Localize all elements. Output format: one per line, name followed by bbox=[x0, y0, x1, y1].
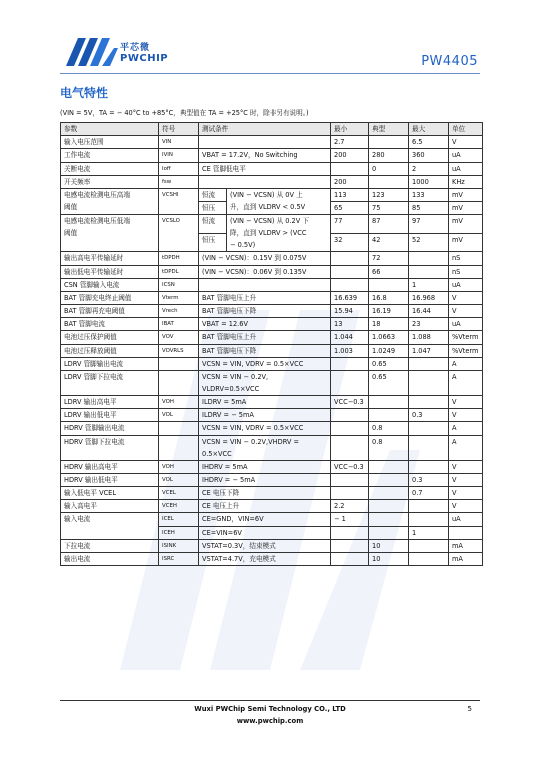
typ-cell: 42 bbox=[369, 233, 409, 252]
col-header-unit: 单位 bbox=[449, 123, 483, 136]
condition-cell: CE=VIN=6V bbox=[199, 526, 331, 539]
min-cell: 65 bbox=[331, 202, 369, 215]
max-cell: 360 bbox=[409, 149, 449, 162]
unit-cell: uA bbox=[449, 162, 483, 175]
unit-cell: V bbox=[449, 305, 483, 318]
min-cell bbox=[331, 552, 369, 565]
symbol-cell: VCSHI bbox=[159, 188, 199, 214]
table-row bbox=[61, 500, 483, 513]
max-cell: 16.968 bbox=[409, 291, 449, 304]
condition-cell: VSTAT=4.7V，充电模式 bbox=[199, 552, 331, 565]
symbol-cell: Vterm bbox=[159, 291, 199, 304]
param-cell: LDRV 管脚下拉电流 bbox=[61, 371, 159, 396]
table-row bbox=[61, 215, 483, 234]
max-cell: 6.5 bbox=[409, 136, 449, 149]
col-header-typ: 典型 bbox=[369, 123, 409, 136]
symbol-cell: fsw bbox=[159, 175, 199, 188]
param-cell: BAT 管脚再充电阈值 bbox=[61, 305, 159, 318]
max-cell: 97 bbox=[409, 215, 449, 234]
min-cell bbox=[331, 435, 369, 460]
max-cell: 2 bbox=[409, 162, 449, 175]
unit-cell: %Vterm bbox=[449, 331, 483, 344]
unit-cell: uA bbox=[449, 513, 483, 526]
max-cell: 1.047 bbox=[409, 344, 449, 357]
symbol-cell: IBAT bbox=[159, 318, 199, 331]
condition-cell: BAT 管脚电压下降 bbox=[199, 344, 331, 357]
electrical-characteristics-table bbox=[60, 122, 483, 566]
param-cell: HDRV 管脚下拉电流 bbox=[61, 435, 159, 460]
param-cell: CSN 管脚输入电流 bbox=[61, 278, 159, 291]
max-cell bbox=[409, 252, 449, 265]
condition-cell-line: 降，直到 VLDRV > (VCC bbox=[230, 229, 307, 238]
condition-cell bbox=[199, 435, 331, 460]
col-header-max: 最大 bbox=[409, 123, 449, 136]
footer-divider bbox=[60, 700, 480, 701]
max-cell: 23 bbox=[409, 318, 449, 331]
unit-cell: uA bbox=[449, 318, 483, 331]
typ-cell bbox=[369, 175, 409, 188]
min-cell: 2.7 bbox=[331, 136, 369, 149]
condition-cell: ILDRV = 5mA bbox=[199, 396, 331, 409]
param-cell: 下拉电流 bbox=[61, 539, 159, 552]
typ-cell: 1.0249 bbox=[369, 344, 409, 357]
condition-cell bbox=[199, 136, 331, 149]
condition-cell: CE 管脚低电平 bbox=[199, 162, 331, 175]
min-cell bbox=[331, 473, 369, 486]
mode-cell: 恒流 bbox=[199, 215, 227, 234]
condition-cell bbox=[227, 188, 331, 214]
condition-cell bbox=[199, 371, 331, 396]
param-cell bbox=[61, 188, 159, 214]
col-header-symbol: 符号 bbox=[159, 123, 199, 136]
unit-cell: mV bbox=[449, 215, 483, 234]
unit-cell bbox=[449, 526, 483, 539]
symbol-cell: IVIN bbox=[159, 149, 199, 162]
condition-cell: VBAT = 17.2V，No Switching bbox=[199, 149, 331, 162]
param-cell: LDRV 管脚输出电流 bbox=[61, 357, 159, 370]
unit-cell: A bbox=[449, 435, 483, 460]
typ-cell: 123 bbox=[369, 188, 409, 201]
symbol-cell: ICEH bbox=[159, 526, 199, 539]
unit-cell: uA bbox=[449, 278, 483, 291]
param-cell: 电池过压保护阈值 bbox=[61, 331, 159, 344]
condition-cell: CE=GND，VIN=6V bbox=[199, 513, 331, 526]
min-cell: VCC−0.3 bbox=[331, 396, 369, 409]
symbol-cell: tDPDL bbox=[159, 265, 199, 278]
footer-company: Wuxi PWChip Semi Technology CO., LTD bbox=[194, 705, 346, 713]
param-cell: 工作电流 bbox=[61, 149, 159, 162]
param-cell bbox=[61, 215, 159, 252]
max-cell bbox=[409, 539, 449, 552]
param-cell: 输出低电平传输延时 bbox=[61, 265, 159, 278]
param-cell: 输入高电平 bbox=[61, 500, 159, 513]
param-cell: LDRV 输出低电平 bbox=[61, 409, 159, 422]
max-cell bbox=[409, 357, 449, 370]
min-cell: 77 bbox=[331, 215, 369, 234]
condition-cell: IHDRV = 5mA bbox=[199, 460, 331, 473]
min-cell: 16.639 bbox=[331, 291, 369, 304]
table-row bbox=[61, 136, 483, 149]
min-cell bbox=[331, 357, 369, 370]
condition-cell: ILDRV = − 5mA bbox=[199, 409, 331, 422]
table-row bbox=[61, 435, 483, 460]
typ-cell: 87 bbox=[369, 215, 409, 234]
symbol-cell: VIN bbox=[159, 136, 199, 149]
param-cell-line: 电感电流检测电压低端 bbox=[64, 217, 130, 226]
typ-cell: 0.8 bbox=[369, 435, 409, 460]
symbol-cell: VCSLO bbox=[159, 215, 199, 252]
max-cell bbox=[409, 435, 449, 460]
table-row bbox=[61, 371, 483, 396]
unit-cell: V bbox=[449, 460, 483, 473]
condition-cell-line: − 0.5V) bbox=[230, 241, 256, 250]
param-cell: 输入低电平 VCEL bbox=[61, 486, 159, 499]
table-row bbox=[61, 162, 483, 175]
typ-cell bbox=[369, 526, 409, 539]
min-cell: VCC−0.3 bbox=[331, 460, 369, 473]
part-number: PW4405 bbox=[421, 54, 478, 69]
typ-cell bbox=[369, 460, 409, 473]
max-cell: 1.088 bbox=[409, 331, 449, 344]
symbol-cell: ISINK bbox=[159, 539, 199, 552]
table-row bbox=[61, 252, 483, 265]
min-cell: 2.2 bbox=[331, 500, 369, 513]
typ-cell: 72 bbox=[369, 252, 409, 265]
typ-cell: 10 bbox=[369, 539, 409, 552]
typ-cell bbox=[369, 473, 409, 486]
min-cell: − 1 bbox=[331, 513, 369, 526]
symbol-cell: ICEL bbox=[159, 513, 199, 526]
min-cell bbox=[331, 252, 369, 265]
symbol-cell: VOL bbox=[159, 409, 199, 422]
param-cell: 输入电压范围 bbox=[61, 136, 159, 149]
max-cell bbox=[409, 460, 449, 473]
page-number: 5 bbox=[467, 705, 472, 713]
condition-cell-line: 升，直到 VLDRV < 0.5V bbox=[230, 202, 306, 211]
min-cell bbox=[331, 278, 369, 291]
min-cell: 200 bbox=[331, 149, 369, 162]
unit-cell: V bbox=[449, 291, 483, 304]
condition-cell: VCSN = VIN, VDRV = 0.5×VCC bbox=[199, 357, 331, 370]
typ-cell: 0.65 bbox=[369, 357, 409, 370]
min-cell: 13 bbox=[331, 318, 369, 331]
min-cell: 1.003 bbox=[331, 344, 369, 357]
min-cell bbox=[331, 162, 369, 175]
max-cell bbox=[409, 422, 449, 435]
typ-cell: 1.0663 bbox=[369, 331, 409, 344]
condition-cell: VCSN = VIN, VDRV = 0.5×VCC bbox=[199, 422, 331, 435]
param-cell-line: 电感电流检测电压高端 bbox=[64, 190, 130, 199]
table-row bbox=[61, 513, 483, 526]
table-row bbox=[61, 318, 483, 331]
table-row bbox=[61, 344, 483, 357]
param-cell: BAT 管脚电流 bbox=[61, 318, 159, 331]
typ-cell: 16.8 bbox=[369, 291, 409, 304]
typ-cell bbox=[369, 513, 409, 526]
symbol-cell: ISRC bbox=[159, 552, 199, 565]
param-cell: LDRV 输出高电平 bbox=[61, 396, 159, 409]
max-cell: 16.44 bbox=[409, 305, 449, 318]
typ-cell bbox=[369, 409, 409, 422]
col-header-min: 最小 bbox=[331, 123, 369, 136]
max-cell: 52 bbox=[409, 233, 449, 252]
symbol-cell: VOH bbox=[159, 460, 199, 473]
param-cell: 输入电流 bbox=[61, 513, 159, 539]
symbol-cell: tDPDH bbox=[159, 252, 199, 265]
max-cell bbox=[409, 513, 449, 526]
condition-cell: BAT 管脚电压上升 bbox=[199, 291, 331, 304]
max-cell bbox=[409, 371, 449, 396]
symbol-cell: VCEL bbox=[159, 486, 199, 499]
typ-cell: 66 bbox=[369, 265, 409, 278]
typ-cell bbox=[369, 136, 409, 149]
max-cell: 1000 bbox=[409, 175, 449, 188]
min-cell bbox=[331, 409, 369, 422]
table-row bbox=[61, 473, 483, 486]
typ-cell bbox=[369, 396, 409, 409]
max-cell: 85 bbox=[409, 202, 449, 215]
unit-cell: mA bbox=[449, 552, 483, 565]
unit-cell: mV bbox=[449, 202, 483, 215]
condition-cell bbox=[199, 278, 331, 291]
min-cell bbox=[331, 486, 369, 499]
param-cell: 输出电流 bbox=[61, 552, 159, 565]
logo-mark-icon bbox=[64, 30, 120, 70]
condition-cell: VBAT = 12.6V bbox=[199, 318, 331, 331]
unit-cell: uA bbox=[449, 149, 483, 162]
param-cell-line: 阈值 bbox=[64, 229, 78, 238]
logo-english-name: PWCHIP bbox=[120, 53, 169, 64]
min-cell bbox=[331, 526, 369, 539]
logo-chinese-name: 平芯微 bbox=[120, 43, 151, 53]
mode-cell: 恒流 bbox=[199, 188, 227, 201]
max-cell: 1 bbox=[409, 278, 449, 291]
mode-cell: 恒压 bbox=[199, 233, 227, 252]
typ-cell: 10 bbox=[369, 552, 409, 565]
param-cell-line: 阈值 bbox=[64, 202, 78, 211]
condition-cell: CE 电压上升 bbox=[199, 500, 331, 513]
typ-cell: 0.65 bbox=[369, 371, 409, 396]
col-header-param: 参数 bbox=[61, 123, 159, 136]
min-cell bbox=[331, 371, 369, 396]
typ-cell bbox=[369, 500, 409, 513]
table-row bbox=[61, 460, 483, 473]
condition-cell-line: (VIN − VCSN) 从 0.2V 下 bbox=[230, 217, 309, 226]
table-row bbox=[61, 331, 483, 344]
max-cell: 1 bbox=[409, 526, 449, 539]
symbol-cell: VOVRLS bbox=[159, 344, 199, 357]
min-cell bbox=[331, 422, 369, 435]
table-row bbox=[61, 552, 483, 565]
param-cell: HDRV 管脚输出电流 bbox=[61, 422, 159, 435]
min-cell: 113 bbox=[331, 188, 369, 201]
param-cell: BAT 管脚充电终止阈值 bbox=[61, 291, 159, 304]
page-header bbox=[0, 0, 540, 84]
condition-cell-line: VCSN = VIN − 0.2V,VHDRV = bbox=[202, 437, 300, 446]
mode-cell: 恒压 bbox=[199, 202, 227, 215]
table-row bbox=[61, 396, 483, 409]
symbol-cell bbox=[159, 422, 199, 435]
company-logo bbox=[64, 30, 204, 70]
min-cell: 15.94 bbox=[331, 305, 369, 318]
table-row bbox=[61, 539, 483, 552]
typ-cell: 75 bbox=[369, 202, 409, 215]
min-cell: 1.044 bbox=[331, 331, 369, 344]
condition-cell: (VIN − VCSN)：0.15V 到 0.075V bbox=[199, 252, 331, 265]
unit-cell: A bbox=[449, 422, 483, 435]
condition-cell-line: VLDRV=0.5×VCC bbox=[202, 385, 260, 393]
table-row bbox=[61, 188, 483, 201]
symbol-cell: Ioff bbox=[159, 162, 199, 175]
condition-cell-line: (VIN − VCSN) 从 0V 上 bbox=[230, 190, 303, 199]
condition-cell: BAT 管脚电压下降 bbox=[199, 305, 331, 318]
unit-cell: A bbox=[449, 357, 483, 370]
unit-cell: nS bbox=[449, 265, 483, 278]
condition-cell: (VIN − VCSN)：0.06V 到 0.135V bbox=[199, 265, 331, 278]
unit-cell: V bbox=[449, 409, 483, 422]
condition-cell bbox=[199, 175, 331, 188]
footer-website: www.pwchip.com bbox=[236, 717, 304, 725]
symbol-cell: VOV bbox=[159, 331, 199, 344]
typ-cell: 280 bbox=[369, 149, 409, 162]
max-cell: 0.3 bbox=[409, 473, 449, 486]
symbol-cell bbox=[159, 371, 199, 396]
min-cell bbox=[331, 265, 369, 278]
symbol-cell: Vrech bbox=[159, 305, 199, 318]
typ-cell: 16.19 bbox=[369, 305, 409, 318]
condition-cell-line: 0.5×VCC bbox=[202, 449, 232, 458]
unit-cell: %Vterm bbox=[449, 344, 483, 357]
unit-cell: KHz bbox=[449, 175, 483, 188]
unit-cell: mV bbox=[449, 233, 483, 252]
table-header-row bbox=[61, 123, 483, 136]
typ-cell bbox=[369, 278, 409, 291]
col-header-condition: 测试条件 bbox=[199, 123, 331, 136]
unit-cell: A bbox=[449, 371, 483, 396]
condition-cell: IHDRV = − 5mA bbox=[199, 473, 331, 486]
min-cell: 32 bbox=[331, 233, 369, 252]
max-cell bbox=[409, 552, 449, 565]
symbol-cell: VOL bbox=[159, 473, 199, 486]
unit-cell: V bbox=[449, 486, 483, 499]
min-cell: 200 bbox=[331, 175, 369, 188]
table-row bbox=[61, 291, 483, 304]
condition-cell-line: VCSN = VIN − 0.2V, bbox=[202, 373, 269, 381]
condition-cell: VSTAT=0.3V，结束模式 bbox=[199, 539, 331, 552]
symbol-cell: VCEH bbox=[159, 500, 199, 513]
table-row bbox=[61, 357, 483, 370]
typ-cell bbox=[369, 486, 409, 499]
param-cell: 电池过压释放阈值 bbox=[61, 344, 159, 357]
unit-cell: V bbox=[449, 500, 483, 513]
test-conditions-note: (VIN = 5V，TA = − 40°C to +85°C，典型值在 TA = +25°C 时，除非另有说明。) bbox=[60, 109, 309, 117]
max-cell bbox=[409, 265, 449, 278]
unit-cell: V bbox=[449, 473, 483, 486]
typ-cell: 0.8 bbox=[369, 422, 409, 435]
max-cell: 0.3 bbox=[409, 409, 449, 422]
param-cell: 开关频率 bbox=[61, 175, 159, 188]
min-cell bbox=[331, 539, 369, 552]
table-row bbox=[61, 422, 483, 435]
param-cell: HDRV 输出高电平 bbox=[61, 460, 159, 473]
table-row bbox=[61, 149, 483, 162]
unit-cell: mA bbox=[449, 539, 483, 552]
symbol-cell: ICSN bbox=[159, 278, 199, 291]
table-row bbox=[61, 486, 483, 499]
table-row bbox=[61, 278, 483, 291]
typ-cell: 18 bbox=[369, 318, 409, 331]
unit-cell: V bbox=[449, 136, 483, 149]
condition-cell: CE 电压下降 bbox=[199, 486, 331, 499]
table-row bbox=[61, 305, 483, 318]
max-cell: 0.7 bbox=[409, 486, 449, 499]
max-cell bbox=[409, 396, 449, 409]
param-cell: HDRV 输出低电平 bbox=[61, 473, 159, 486]
param-cell: 输出高电平传输延时 bbox=[61, 252, 159, 265]
table-row bbox=[61, 175, 483, 188]
param-cell: 关断电流 bbox=[61, 162, 159, 175]
table-row bbox=[61, 265, 483, 278]
symbol-cell bbox=[159, 435, 199, 460]
unit-cell: mV bbox=[449, 188, 483, 201]
symbol-cell: VOH bbox=[159, 396, 199, 409]
condition-cell bbox=[227, 215, 331, 252]
header-divider bbox=[60, 73, 480, 74]
symbol-cell bbox=[159, 357, 199, 370]
section-title: 电气特性 bbox=[60, 86, 109, 100]
condition-cell: BAT 管脚电压上升 bbox=[199, 331, 331, 344]
unit-cell: nS bbox=[449, 252, 483, 265]
unit-cell: V bbox=[449, 396, 483, 409]
table-row bbox=[61, 409, 483, 422]
max-cell bbox=[409, 500, 449, 513]
max-cell: 133 bbox=[409, 188, 449, 201]
typ-cell: 0 bbox=[369, 162, 409, 175]
